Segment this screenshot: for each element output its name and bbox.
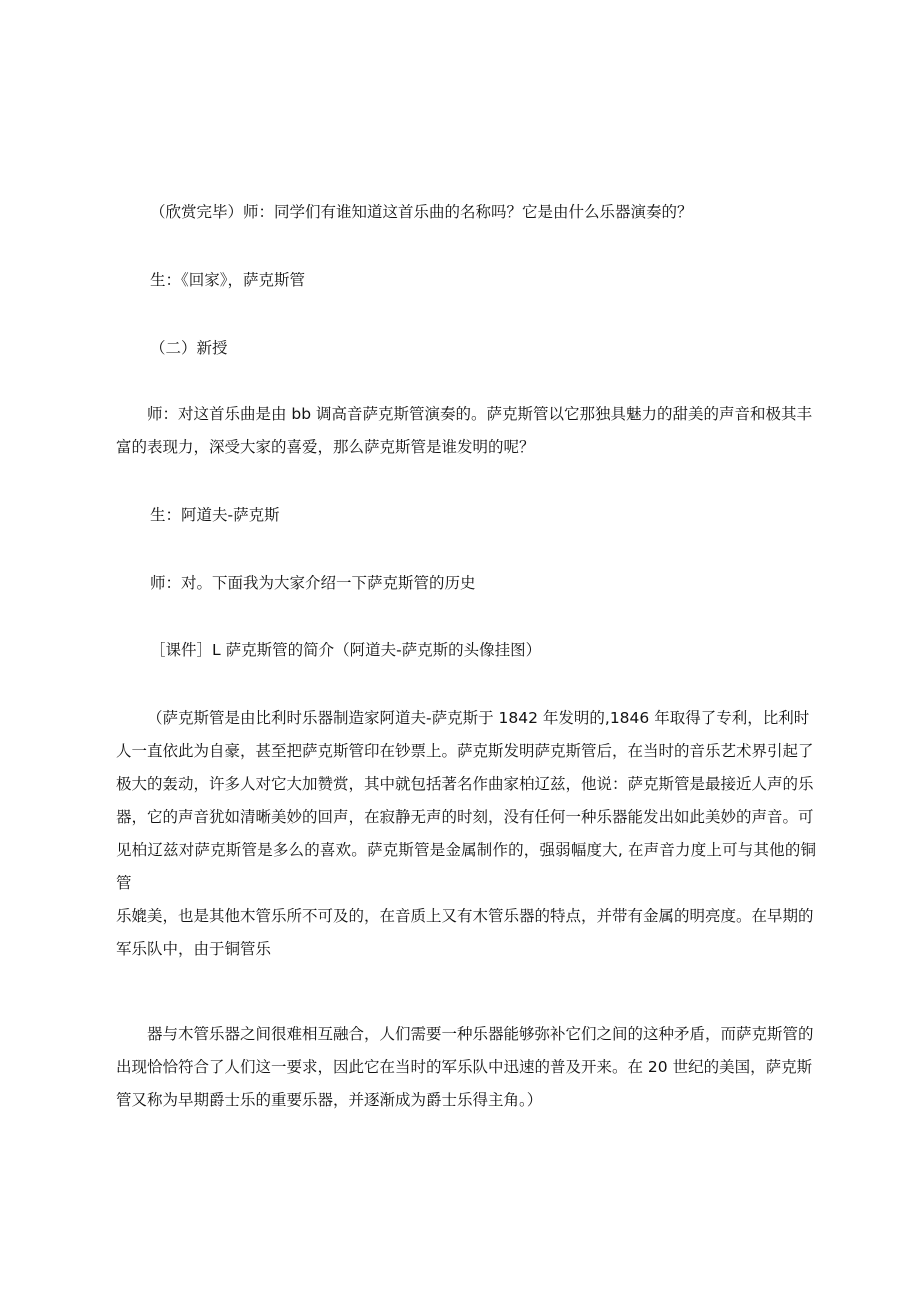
- dialogue-student-inventor: 生：阿道夫-萨克斯: [150, 506, 280, 524]
- saxophone-history-paragraph: [116, 702, 816, 966]
- section-heading-new-lesson: （二）新授: [150, 339, 228, 357]
- teacher-intro-paragraph: [116, 398, 816, 464]
- saxophone-history-continued-paragraph: [116, 1018, 816, 1117]
- dialogue-teacher-history: 师：对。下面我为大家介绍一下萨克斯管的历史: [150, 574, 476, 592]
- paragraph-line: 军乐队中，由于铜管乐: [116, 940, 272, 958]
- dialogue-student-answer: 生：《回家》，萨克斯管: [150, 271, 306, 289]
- paragraph-line: 师：对这首乐曲是由 bb 调高音萨克斯管演奏的。萨克斯管以它那独具魅力的甜美的声音和极其丰: [147, 405, 813, 423]
- paragraph-line: 管又称为早期爵士乐的重要乐器，并逐渐成为爵士乐得主角。）: [116, 1091, 543, 1109]
- paragraph-line: 富的表现力，深受大家的喜爱，那么萨克斯管是谁发明的呢？: [116, 438, 535, 456]
- paragraph-line: 乐媲美，也是其他木管乐所不可及的，在音质上又有木管乐器的特点，并带有金属的明亮度。在早期的: [116, 907, 814, 925]
- paragraph-line: （萨克斯管是由比利时乐器制造家阿道夫-萨克斯于 1842 年发明的,1846 年取得了专利，比利时: [147, 709, 810, 727]
- paragraph-line: 见柏辽兹对萨克斯管是多么的喜欢。萨克斯管是金属制作的，强弱幅度大, 在声音力度上可与其他的铜管: [116, 841, 816, 892]
- paragraph-line: 极大的轰动，许多人对它大加赞赏，其中就包括著名作曲家柏辽兹，他说：萨克斯管是最接近人声的乐: [116, 775, 814, 793]
- paragraph-line: 器，它的声音犹如清晰美妙的回声，在寂静无声的时刻，没有任何一种乐器能发出如此美妙的声音。可: [116, 808, 814, 826]
- paragraph-line: 器与木管乐器之间很难相互融合，人们需要一种乐器能够弥补它们之间的这种矛盾，而萨克斯管的: [147, 1025, 814, 1043]
- dialogue-teacher-question: （欣赏完毕）师：同学们有谁知道这首乐曲的名称吗？它是由什么乐器演奏的？: [150, 203, 693, 221]
- paragraph-line: 人一直依此为自豪，甚至把萨克斯管印在钞票上。萨克斯发明萨克斯管后，在当时的音乐艺术界引起了: [116, 742, 814, 760]
- courseware-heading: ［课件］L 萨克斯管的简介（阿道夫-萨克斯的头像挂图）: [150, 641, 542, 659]
- paragraph-line: 出现恰恰符合了人们这一要求，因此它在当时的军乐队中迅速的普及开来。在 20 世纪的美国，萨克斯: [116, 1058, 813, 1076]
